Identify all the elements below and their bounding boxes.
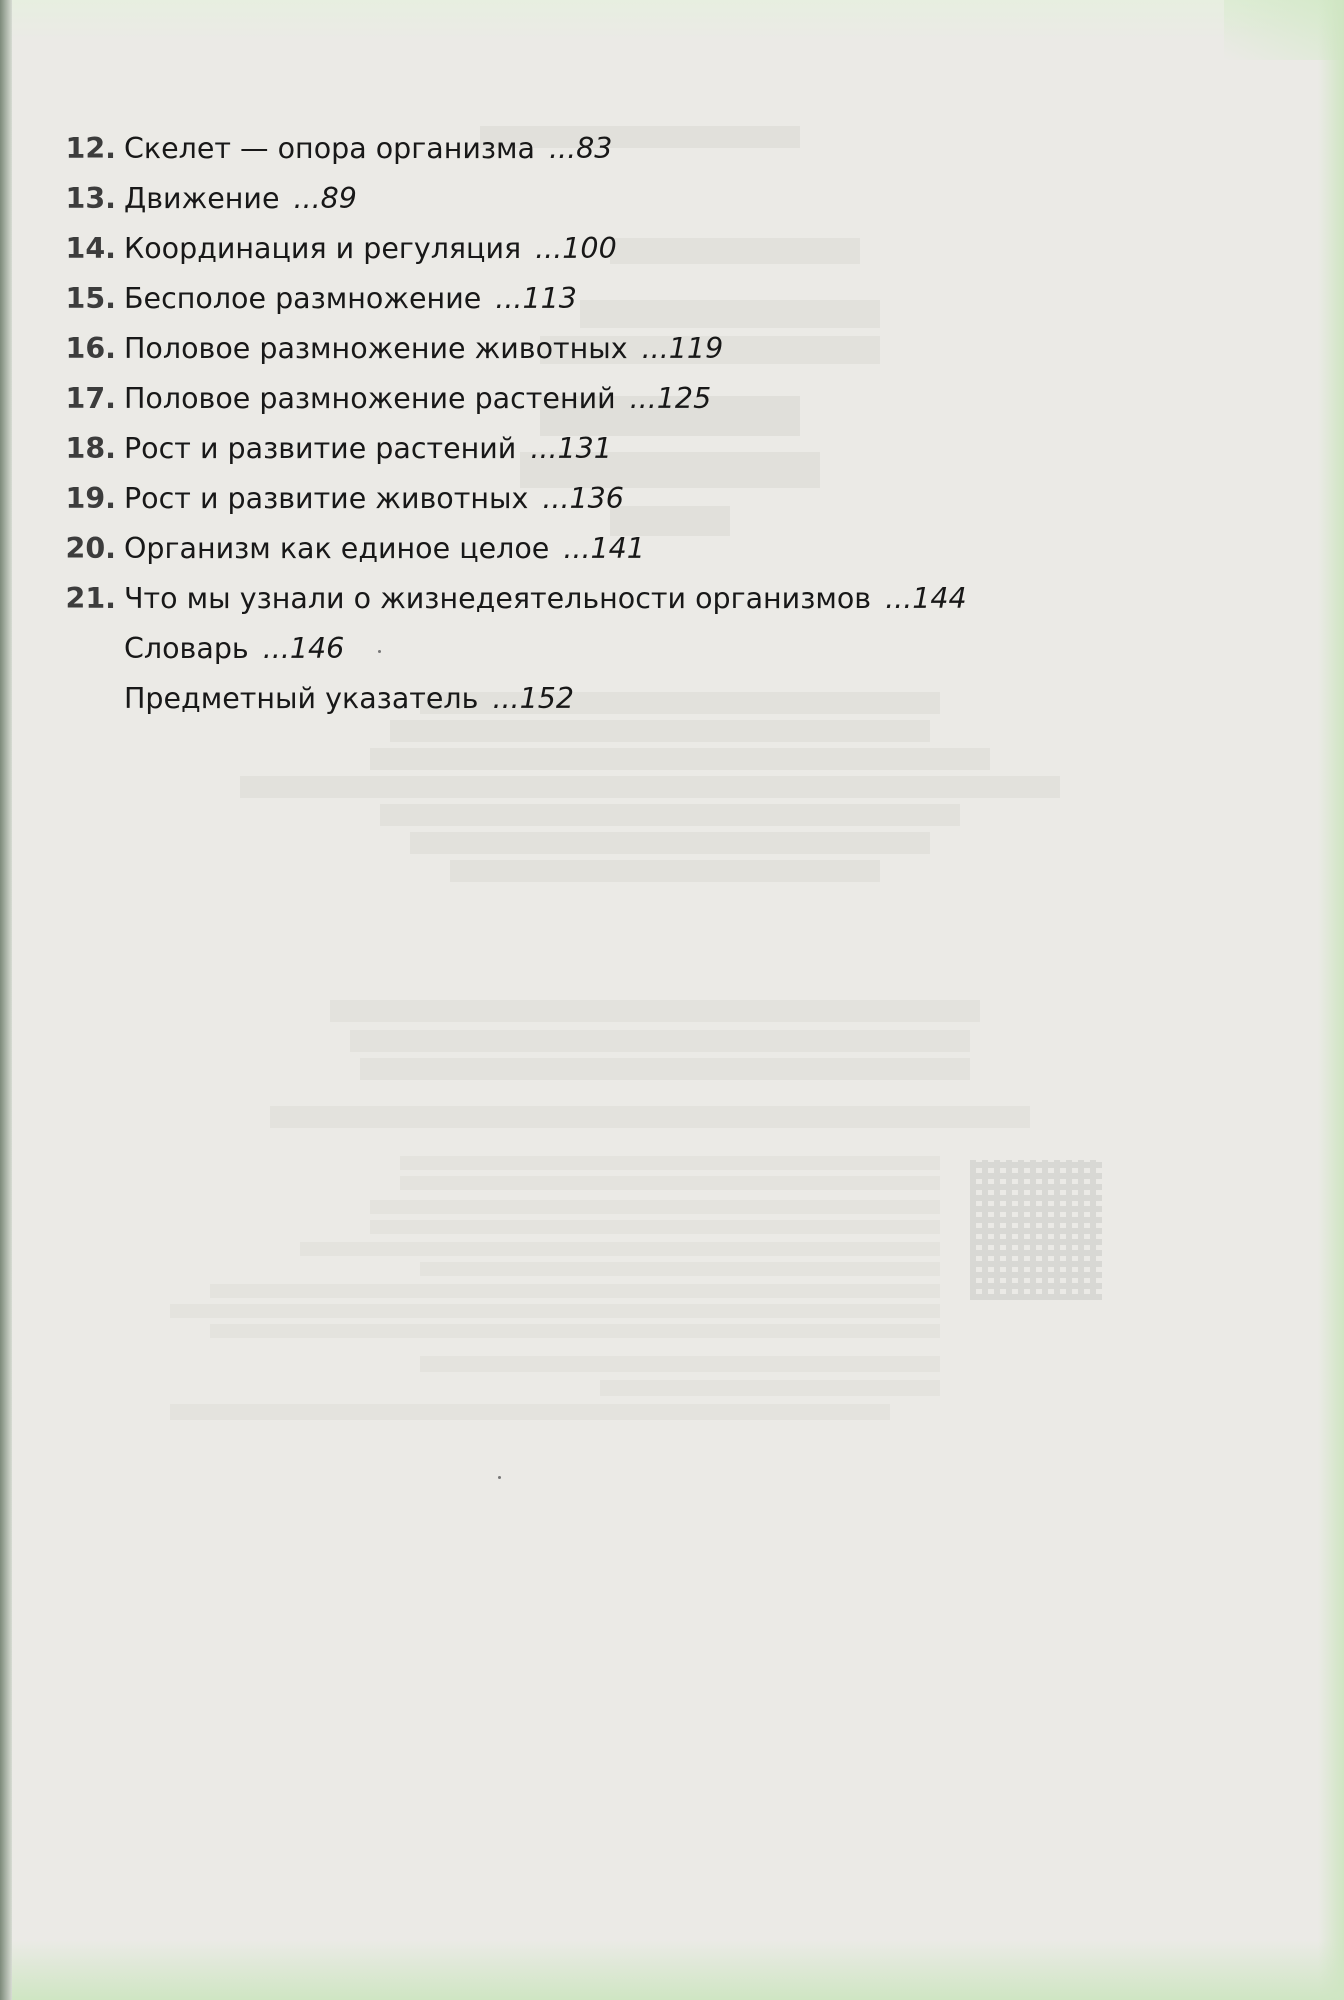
toc-entry-title: Организм как единое целое [124,532,550,565]
toc-entry [62,474,1162,524]
toc-entry [62,524,1162,574]
toc-entry-text [124,124,612,174]
qr-code-bleed [970,1160,1102,1300]
toc-entry-page: ...125 [629,382,712,415]
toc-entry [62,674,1162,724]
toc-entry [62,224,1162,274]
toc-entry-page: ...144 [885,582,967,615]
toc-entry-page: ...83 [548,132,613,165]
toc-entry-number: 16. [65,332,116,365]
toc-entry-number: 21. [65,582,116,615]
toc-entry [62,324,1162,374]
toc-entry-number: 15. [65,282,116,315]
toc-entry-title: Словарь [124,632,249,665]
toc-entry [62,374,1162,424]
toc-entry-text [124,574,967,624]
toc-entry-text [124,424,612,474]
toc-entry [62,574,1162,624]
toc-entry-title: Координация и регуляция [124,232,522,265]
toc-entry [62,124,1162,174]
toc-entry-text [124,274,577,324]
toc-entry-number: 12. [65,132,116,165]
toc-entry [62,174,1162,224]
toc-entry-title: Рост и развитие животных [124,482,529,515]
toc-entry-number: 19. [65,482,116,515]
toc-entry-title: Половое размножение животных [124,332,628,365]
toc-entry [62,274,1162,324]
toc-entry-text [124,224,617,274]
toc-entry-page: ...141 [563,532,645,565]
toc-entry-text [124,174,357,224]
toc-entry-title: Половое размножение растений [124,382,616,415]
toc-entry-page: ...152 [492,682,575,715]
dust-speck [498,1476,501,1479]
toc-entry-page: ...100 [535,232,617,265]
toc-entry-text [124,624,344,674]
dust-speck [378,650,381,653]
toc-entry-page: ...136 [542,482,624,515]
toc-entry-number: 14. [65,232,116,265]
toc-entry-text [124,474,624,524]
toc-entry-title: Бесполое размножение [124,282,482,315]
toc-entry-title: Предметный указатель [124,682,479,715]
toc-entry-page: ...146 [262,632,345,665]
toc-entry-number: 18. [65,432,116,465]
toc-entry-number: 17. [65,382,116,415]
toc-entry-page: ...131 [530,432,612,465]
toc-entry-title: Что мы узнали о жизнедеятельности организмов [124,582,872,615]
toc-entry-title: Скелет — опора организма [124,132,535,165]
toc-entry-page: ...119 [641,332,724,365]
toc-entry-number: 20. [65,532,116,565]
toc-entry-text [124,324,723,374]
table-of-contents [62,124,1162,724]
toc-entry [62,424,1162,474]
toc-entry-page: ...89 [293,182,357,215]
toc-entry [62,624,1162,674]
toc-entry-text [124,524,645,574]
toc-entry-title: Движение [124,182,280,215]
toc-entry-number: 13. [65,182,116,215]
toc-entry-title: Рост и развитие растений [124,432,517,465]
toc-entry-text [124,674,574,724]
toc-entry-page: ...113 [495,282,577,315]
toc-entry-text [124,374,711,424]
